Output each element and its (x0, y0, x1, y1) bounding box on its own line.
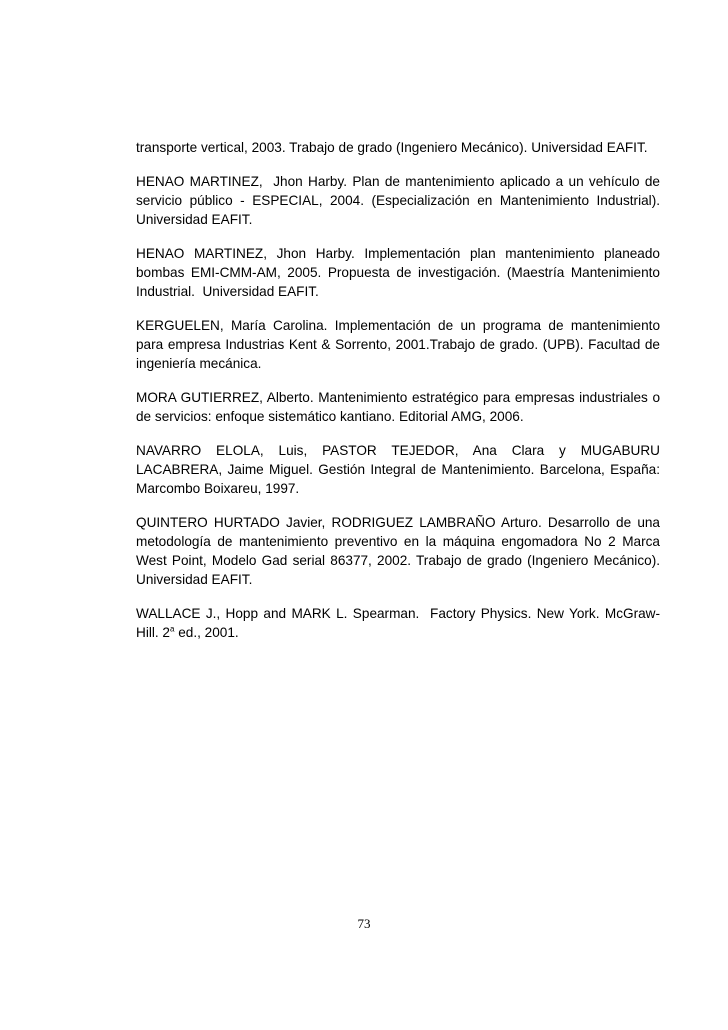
reference-entry: QUINTERO HURTADO Javier, RODRIGUEZ LAMBRAÑO Arturo. Desarrollo de una metodología de mantenimiento preventivo en la máquina engomadora No 2 Marca West Point, Modelo Gad serial 86377, 2002. Trabajo de grado (Ingeniero Mecánico). Universidad EAFIT. (136, 515, 664, 587)
reference-entry: transporte vertical, 2003. Trabajo de grado (Ingeniero Mecánico). Universidad EAFIT. (136, 140, 648, 155)
reference-text: WALLACE J., Hopp and MARK L. Spearman. Factory Physics. New York. McGraw-Hill. 2 (136, 606, 660, 640)
edition-superscript: a (170, 624, 175, 634)
reference-entry-last (136, 604, 660, 642)
reference-entry: HENAO MARTINEZ, Jhon Harby. Implementación plan mantenimiento planeado bombas EMI-CMM-AM, 2005. Propuesta de investigación. (Maestría Mantenimiento Industrial. Universidad EAFIT. (136, 246, 664, 299)
reference-text-end: ed., 2001. (174, 625, 239, 640)
page-number: 73 (357, 916, 371, 931)
bibliography-list (136, 138, 668, 657)
reference-entry: KERGUELEN, María Carolina. Implementación de un programa de mantenimiento para empresa Industrias Kent & Sorrento, 2001.Trabajo de grado. (UPB). Facultad de ingeniería mecánica. (136, 318, 664, 371)
reference-entry: MORA GUTIERREZ, Alberto. Mantenimiento estratégico para empresas industriales o de servicios: enfoque sistemático kantiano. Editorial AMG, 2006. (136, 390, 664, 424)
reference-entry: HENAO MARTINEZ, Jhon Harby. Plan de mantenimiento aplicado a un vehículo de servicio público - ESPECIAL, 2004. (Especialización en Mantenimiento Industrial). Universidad EAFIT. (136, 174, 668, 227)
reference-entry: NAVARRO ELOLA, Luis, PASTOR TEJEDOR, Ana Clara y MUGABURU LACABRERA, Jaime Miguel. Gestión Integral de Mantenimiento. Barcelona, España: Marcombo Boixareu, 1997. (136, 443, 664, 496)
